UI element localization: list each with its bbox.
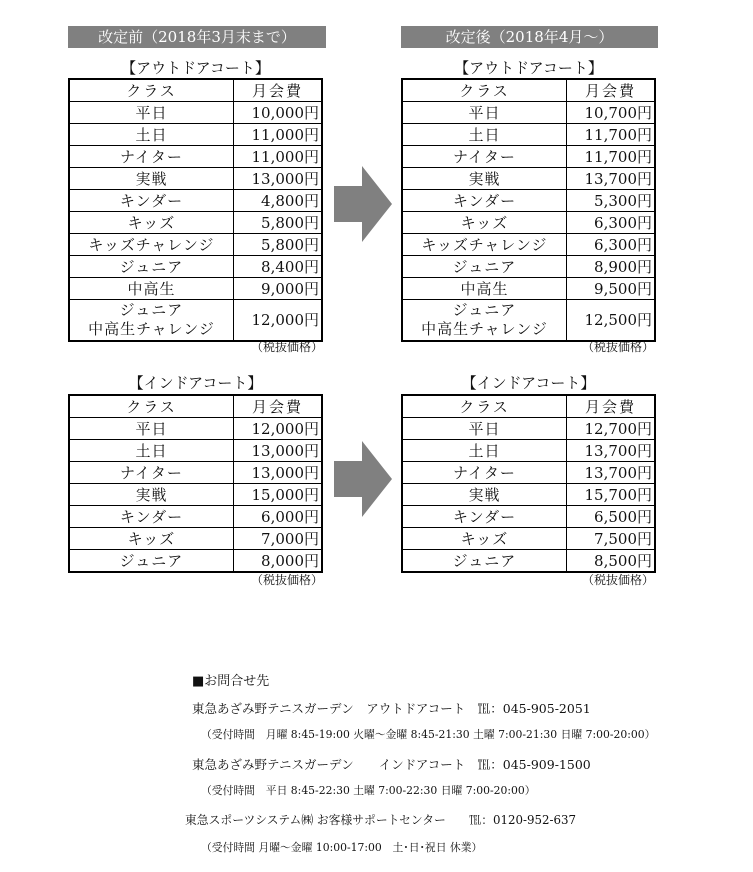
fee-cell: 12,500円 (566, 300, 655, 342)
table-row (69, 278, 322, 300)
table-header-row (402, 395, 655, 418)
class-cell: 土日 (402, 440, 566, 462)
fee-cell: 10,700円 (566, 102, 655, 124)
table-row (69, 256, 322, 278)
table-header-row (402, 79, 655, 102)
class-line: ジュニア (452, 301, 517, 319)
fee-cell: 8,500円 (566, 550, 655, 573)
table-row (69, 102, 322, 124)
table-row (402, 168, 655, 190)
table-row (402, 506, 655, 528)
table-row (402, 146, 655, 168)
class-cell: キンダー (402, 506, 566, 528)
class-cell: ジュニア (402, 550, 566, 573)
fee-cell: 6,300円 (566, 234, 655, 256)
fee-cell: 11,000円 (233, 146, 322, 168)
class-cell: キッズチャレンジ (402, 234, 566, 256)
before-outdoor-title: 【アウトドアコート】 (121, 59, 270, 77)
class-cell: キンダー (69, 190, 233, 212)
fee-cell: 13,700円 (566, 440, 655, 462)
class-cell: 実戦 (69, 168, 233, 190)
contact-support-line: 東急スポーツシステム㈱ お客様サポートセンター ℡：0120-952-637 (185, 813, 577, 827)
class-cell: ジュニア (69, 550, 233, 573)
class-cell: 土日 (69, 124, 233, 146)
class-cell: 平日 (69, 102, 233, 124)
fee-cell: 5,300円 (566, 190, 655, 212)
fee-cell: 15,000円 (233, 484, 322, 506)
before-outdoor-table (68, 78, 323, 342)
before-indoor-table (68, 394, 323, 573)
class-cell: 中高生 (402, 278, 566, 300)
col-class-header: クラス (69, 395, 233, 418)
table-header-row (69, 395, 322, 418)
table-row (69, 484, 322, 506)
class-cell: 実戦 (402, 484, 566, 506)
fee-cell: 11,700円 (566, 124, 655, 146)
fee-cell: 6,300円 (566, 212, 655, 234)
table-row (402, 234, 655, 256)
table-row (402, 300, 655, 342)
table-row (69, 506, 322, 528)
contact-heading: ■お問合せ先 (192, 674, 270, 689)
table-row (402, 278, 655, 300)
before-indoor-title: 【インドアコート】 (128, 374, 263, 392)
table-row (69, 528, 322, 550)
class-cell: 平日 (69, 418, 233, 440)
table-row (69, 462, 322, 484)
class-cell: キッズ (402, 212, 566, 234)
fee-cell: 9,500円 (566, 278, 655, 300)
class-cell: キッズチャレンジ (69, 234, 233, 256)
contact-indoor-line: 東急あざみ野テニスガーデン インドアコート ℡：045-909-1500 (192, 757, 591, 772)
before-header: 改定前（2018年3月末まで） (68, 26, 326, 48)
fee-cell: 13,000円 (233, 168, 322, 190)
fee-cell: 5,800円 (233, 234, 322, 256)
class-cell: 土日 (69, 440, 233, 462)
class-cell: キンダー (402, 190, 566, 212)
contact-indoor-hours: （受付時間 平日 8:45-22:30 土曜 7:00-22:30 日曜 7:00-20:00） (201, 784, 536, 797)
fee-cell: 6,500円 (566, 506, 655, 528)
class-cell: 中高生 (69, 278, 233, 300)
table-row (402, 190, 655, 212)
fee-cell: 13,000円 (233, 462, 322, 484)
after-header: 改定後（2018年4月～） (401, 26, 658, 48)
class-cell: ナイター (402, 462, 566, 484)
before-indoor-tax-note: （税抜価格） (251, 573, 324, 587)
class-cell: キッズ (402, 528, 566, 550)
before-outdoor-tax-note: （税抜価格） (251, 340, 324, 354)
fee-cell: 5,800円 (233, 212, 322, 234)
fee-cell: 12,000円 (233, 300, 322, 342)
fee-cell: 13,700円 (566, 168, 655, 190)
class-cell: ナイター (69, 146, 233, 168)
table-row (402, 418, 655, 440)
table-row (69, 418, 322, 440)
class-cell: 平日 (402, 418, 566, 440)
after-outdoor-tax-note: （税抜価格） (582, 340, 655, 354)
col-fee-header: 月会費 (566, 79, 655, 102)
contact-outdoor-line: 東急あざみ野テニスガーデン アウトドアコート ℡：045-905-2051 (192, 701, 591, 716)
after-indoor-tax-note: （税抜価格） (582, 573, 655, 587)
table-row (69, 146, 322, 168)
class-cell: キッズ (69, 528, 233, 550)
fee-cell: 8,400円 (233, 256, 322, 278)
class-cell (402, 300, 566, 342)
fee-cell: 11,700円 (566, 146, 655, 168)
table-row (69, 190, 322, 212)
fee-cell: 8,000円 (233, 550, 322, 573)
right-arrow-icon (334, 441, 394, 517)
class-cell: キンダー (69, 506, 233, 528)
class-cell: ジュニア (69, 256, 233, 278)
table-row (402, 124, 655, 146)
fee-cell: 8,900円 (566, 256, 655, 278)
class-cell: ナイター (69, 462, 233, 484)
table-row (402, 484, 655, 506)
table-row (402, 256, 655, 278)
table-row (69, 550, 322, 573)
fee-cell: 4,800円 (233, 190, 322, 212)
fee-cell: 6,000円 (233, 506, 322, 528)
fee-cell: 9,000円 (233, 278, 322, 300)
table-header-row (69, 79, 322, 102)
fee-cell: 13,000円 (233, 440, 322, 462)
class-line: 中高生チャレンジ (88, 320, 215, 338)
table-row (69, 124, 322, 146)
table-row (402, 440, 655, 462)
contact-outdoor-hours: （受付時間 月曜 8:45-19:00 火曜～金曜 8:45-21:30 土曜 7:00-21:30 日曜 7:00-20:00） (201, 728, 656, 741)
class-cell: 実戦 (69, 484, 233, 506)
col-fee-header: 月会費 (233, 79, 322, 102)
table-row (69, 234, 322, 256)
class-cell: 土日 (402, 124, 566, 146)
table-row (69, 440, 322, 462)
class-cell: 実戦 (402, 168, 566, 190)
after-indoor-title: 【インドアコート】 (461, 374, 596, 392)
class-cell (69, 300, 233, 342)
after-indoor-table (401, 394, 656, 573)
fee-cell: 11,000円 (233, 124, 322, 146)
after-outdoor-table (401, 78, 656, 342)
table-row (402, 462, 655, 484)
class-line: 中高生チャレンジ (421, 320, 548, 338)
class-cell: ナイター (402, 146, 566, 168)
contact-support-hours: （受付時間 月曜～金曜 10:00-17:00 土･日･祝日 休業） (201, 841, 483, 854)
fee-cell: 10,000円 (233, 102, 322, 124)
fee-cell: 7,500円 (566, 528, 655, 550)
fee-cell: 7,000円 (233, 528, 322, 550)
col-class-header: クラス (402, 395, 566, 418)
class-cell: ジュニア (402, 256, 566, 278)
col-class-header: クラス (69, 79, 233, 102)
col-fee-header: 月会費 (566, 395, 655, 418)
table-row (69, 212, 322, 234)
right-arrow-icon (334, 166, 394, 242)
fee-cell: 13,700円 (566, 462, 655, 484)
table-row (69, 168, 322, 190)
table-row (402, 102, 655, 124)
col-class-header: クラス (402, 79, 566, 102)
col-fee-header: 月会費 (233, 395, 322, 418)
fee-cell: 12,700円 (566, 418, 655, 440)
fee-cell: 15,700円 (566, 484, 655, 506)
fee-cell: 12,000円 (233, 418, 322, 440)
after-outdoor-title: 【アウトドアコート】 (454, 59, 603, 77)
table-row (402, 212, 655, 234)
class-cell: 平日 (402, 102, 566, 124)
table-row (402, 528, 655, 550)
class-cell: キッズ (69, 212, 233, 234)
class-line: ジュニア (119, 301, 184, 319)
table-row (402, 550, 655, 573)
table-row (69, 300, 322, 342)
